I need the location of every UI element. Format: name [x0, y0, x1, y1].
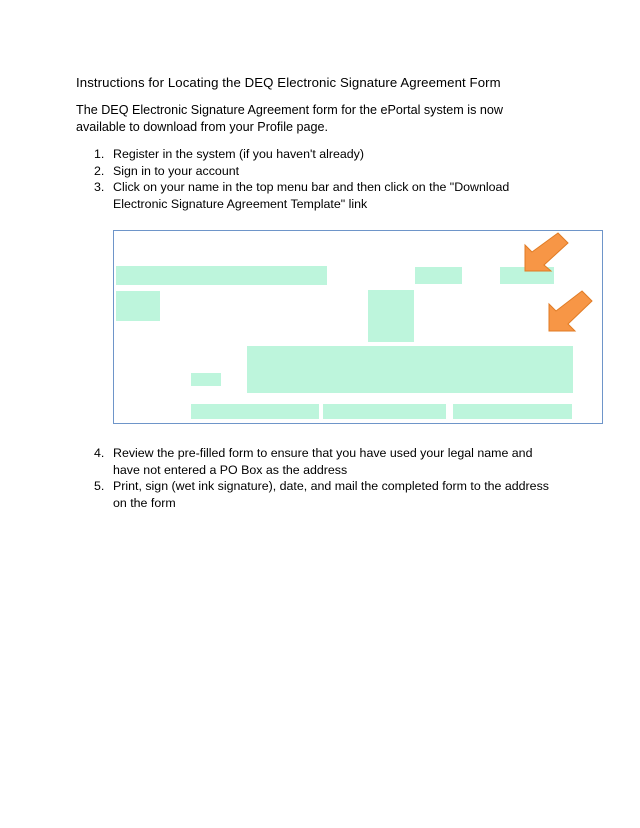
redacted-region [191, 404, 319, 419]
list-item [76, 179, 556, 212]
instruction-steps-list-continued [76, 445, 556, 511]
redacted-region [415, 267, 462, 284]
pointer-arrow-icon [520, 231, 570, 273]
step-number: 2. [94, 163, 105, 178]
redacted-region [323, 404, 446, 419]
page-heading: Instructions for Locating the DEQ Electronic Signature Agreement Form [76, 75, 501, 90]
step-number: 3. [94, 180, 105, 194]
redacted-region [116, 266, 327, 285]
redacted-region [453, 404, 572, 419]
step-text: Click on your name in the top menu bar and then click on the "Download Electronic Signature Agreement Template" link [113, 180, 510, 211]
step-number: 1. [94, 147, 105, 161]
portal-screenshot-figure [113, 230, 603, 424]
step-text: Sign in to your account [113, 163, 240, 178]
step-text: Review the pre-filled form to ensure that you have used your legal name and have not entered a PO Box as the address [113, 446, 533, 477]
redacted-region [116, 291, 160, 321]
step-text: Print, sign (wet ink signature), date, and mail the completed form to the address on the form [113, 479, 549, 510]
pointer-arrow-icon [544, 289, 594, 333]
step-number: 4. [94, 446, 105, 460]
list-item [76, 163, 556, 180]
list-item [76, 445, 556, 478]
redacted-region [368, 290, 414, 342]
intro-paragraph: The DEQ Electronic Signature Agreement form for the ePortal system is now available to download from your Profile page. [76, 103, 503, 134]
instruction-steps-list [76, 146, 556, 212]
redacted-region [191, 373, 221, 386]
step-text: Register in the system (if you haven't already) [113, 147, 364, 161]
list-item [76, 146, 556, 163]
redacted-region [247, 346, 573, 393]
step-number: 5. [94, 479, 105, 493]
list-item [76, 478, 556, 511]
